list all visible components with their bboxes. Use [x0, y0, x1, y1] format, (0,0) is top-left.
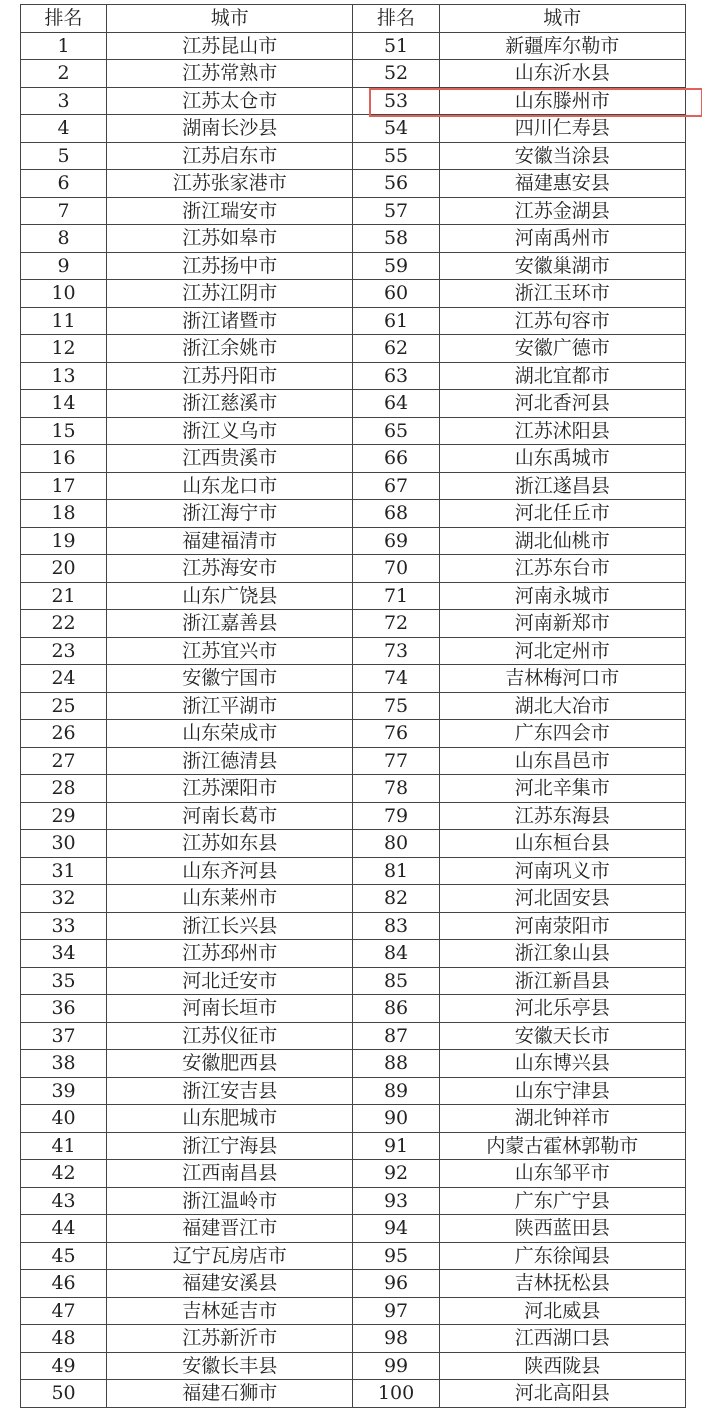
city-left-cell: 山东齐河县 [107, 857, 353, 885]
city-left-cell: 浙江温岭市 [107, 1187, 353, 1215]
city-left-cell: 浙江宁海县 [107, 1132, 353, 1160]
table-row [21, 280, 686, 308]
city-right-cell: 浙江玉环市 [439, 280, 685, 308]
table-row [21, 610, 686, 638]
rank-right-cell: 71 [353, 582, 439, 610]
rank-right-cell: 78 [353, 775, 439, 803]
city-left-cell: 河南长垣市 [107, 995, 353, 1023]
rank-left-cell: 14 [21, 390, 107, 418]
rank-left-cell: 44 [21, 1215, 107, 1243]
table-row [21, 692, 686, 720]
city-left-cell: 福建福清市 [107, 527, 353, 555]
table-row [21, 857, 686, 885]
city-left-cell: 江苏太仓市 [107, 87, 353, 115]
city-left-cell: 山东肥城市 [107, 1105, 353, 1133]
city-right-cell: 河南禹州市 [439, 225, 685, 253]
city-left-cell: 江苏如东县 [107, 830, 353, 858]
city-right-cell: 山东禹城市 [439, 445, 685, 473]
city-right-cell: 河南荥阳市 [439, 912, 685, 940]
rank-left-cell: 1 [21, 32, 107, 60]
table-row [21, 87, 686, 115]
city-right-cell: 江苏沭阳县 [439, 417, 685, 445]
rank-right-cell: 68 [353, 500, 439, 528]
city-left-cell: 江苏丹阳市 [107, 362, 353, 390]
rank-left-cell: 34 [21, 940, 107, 968]
table-row [21, 940, 686, 968]
rank-left-cell: 27 [21, 747, 107, 775]
city-left-cell: 山东广饶县 [107, 582, 353, 610]
rank-right-cell: 88 [353, 1050, 439, 1078]
city-right-cell: 河北辛集市 [439, 775, 685, 803]
city-left-cell: 江苏江阴市 [107, 280, 353, 308]
rank-right-cell: 79 [353, 802, 439, 830]
rank-right-cell: 69 [353, 527, 439, 555]
rank-right-cell: 75 [353, 692, 439, 720]
rank-right-cell: 61 [353, 307, 439, 335]
table-row [21, 335, 686, 363]
city-left-cell: 山东莱州市 [107, 885, 353, 913]
rank-left-cell: 40 [21, 1105, 107, 1133]
rank-right-cell: 51 [353, 32, 439, 60]
rank-right-cell: 91 [353, 1132, 439, 1160]
rank-right-cell: 62 [353, 335, 439, 363]
city-left-cell: 河南长葛市 [107, 802, 353, 830]
header-row [21, 5, 686, 33]
city-right-cell: 江苏句容市 [439, 307, 685, 335]
rank-right-cell: 52 [353, 60, 439, 88]
city-left-cell: 浙江嘉善县 [107, 610, 353, 638]
rank-right-cell: 94 [353, 1215, 439, 1243]
city-right-cell: 浙江新昌县 [439, 967, 685, 995]
city-right-cell: 江苏金湖县 [439, 197, 685, 225]
city-left-cell: 辽宁瓦房店市 [107, 1242, 353, 1270]
table-row [21, 1270, 686, 1298]
table-row [21, 390, 686, 418]
rank-left-cell: 35 [21, 967, 107, 995]
city-left-cell: 浙江瑞安市 [107, 197, 353, 225]
rank-right-cell: 87 [353, 1022, 439, 1050]
rank-right-cell: 53 [353, 87, 439, 115]
city-right-cell: 山东博兴县 [439, 1050, 685, 1078]
rank-left-cell: 19 [21, 527, 107, 555]
rank-left-cell: 39 [21, 1077, 107, 1105]
city-right-cell: 湖北钟祥市 [439, 1105, 685, 1133]
rank-right-cell: 67 [353, 472, 439, 500]
city-right-cell: 湖北大冶市 [439, 692, 685, 720]
city-right-cell: 福建惠安县 [439, 170, 685, 198]
rank-right-cell: 98 [353, 1325, 439, 1353]
rank-right-cell: 66 [353, 445, 439, 473]
city-right-cell: 安徽巢湖市 [439, 252, 685, 280]
table-row [21, 307, 686, 335]
city-left-cell: 江苏新沂市 [107, 1325, 353, 1353]
table-row [21, 720, 686, 748]
city-right-cell: 广东徐闻县 [439, 1242, 685, 1270]
city-right-cell: 山东桓台县 [439, 830, 685, 858]
table-row [21, 115, 686, 143]
city-right-cell: 新疆库尔勒市 [439, 32, 685, 60]
rank-left-cell: 29 [21, 802, 107, 830]
ranking-table [20, 4, 686, 1408]
city-right-cell: 河北威县 [439, 1297, 685, 1325]
city-right-cell: 江西湖口县 [439, 1325, 685, 1353]
table-row [21, 32, 686, 60]
city-left-cell: 浙江义乌市 [107, 417, 353, 445]
rank-left-cell: 47 [21, 1297, 107, 1325]
city-right-cell: 河北固安县 [439, 885, 685, 913]
rank-right-cell: 70 [353, 555, 439, 583]
city-right-cell: 四川仁寿县 [439, 115, 685, 143]
table-row [21, 665, 686, 693]
table-row [21, 555, 686, 583]
rank-right-cell: 57 [353, 197, 439, 225]
table-row [21, 1105, 686, 1133]
city-left-cell: 江苏溧阳市 [107, 775, 353, 803]
table-row [21, 967, 686, 995]
table-row [21, 1077, 686, 1105]
city-left-cell: 江苏邳州市 [107, 940, 353, 968]
rank-left-cell: 33 [21, 912, 107, 940]
rank-left-cell: 18 [21, 500, 107, 528]
city-right-cell: 山东昌邑市 [439, 747, 685, 775]
rank-left-cell: 16 [21, 445, 107, 473]
header-rank-left: 排名 [21, 5, 107, 33]
table-row [21, 747, 686, 775]
city-right-cell: 江苏东台市 [439, 555, 685, 583]
table-row [21, 472, 686, 500]
rank-left-cell: 26 [21, 720, 107, 748]
city-left-cell: 福建晋江市 [107, 1215, 353, 1243]
city-left-cell: 安徽宁国市 [107, 665, 353, 693]
rank-right-cell: 99 [353, 1352, 439, 1380]
table-row [21, 1242, 686, 1270]
city-left-cell: 江苏扬中市 [107, 252, 353, 280]
table-row [21, 1022, 686, 1050]
table-row [21, 197, 686, 225]
rank-left-cell: 15 [21, 417, 107, 445]
city-right-cell: 陕西蓝田县 [439, 1215, 685, 1243]
city-right-cell: 河南新郑市 [439, 610, 685, 638]
header-city-right: 城市 [439, 5, 685, 33]
rank-left-cell: 37 [21, 1022, 107, 1050]
rank-left-cell: 12 [21, 335, 107, 363]
rank-right-cell: 82 [353, 885, 439, 913]
table-row [21, 637, 686, 665]
table-row [21, 60, 686, 88]
city-right-cell: 安徽广德市 [439, 335, 685, 363]
table-row [21, 252, 686, 280]
city-left-cell: 山东荣成市 [107, 720, 353, 748]
city-left-cell: 江苏如皋市 [107, 225, 353, 253]
city-left-cell: 江苏张家港市 [107, 170, 353, 198]
table-row [21, 142, 686, 170]
rank-right-cell: 93 [353, 1187, 439, 1215]
table-row [21, 802, 686, 830]
city-left-cell: 江苏常熟市 [107, 60, 353, 88]
rank-right-cell: 55 [353, 142, 439, 170]
rank-left-cell: 49 [21, 1352, 107, 1380]
table-row [21, 1050, 686, 1078]
table-row [21, 445, 686, 473]
rank-left-cell: 11 [21, 307, 107, 335]
rank-right-cell: 81 [353, 857, 439, 885]
city-left-cell: 浙江平湖市 [107, 692, 353, 720]
rank-right-cell: 56 [353, 170, 439, 198]
rank-left-cell: 4 [21, 115, 107, 143]
rank-right-cell: 76 [353, 720, 439, 748]
rank-left-cell: 42 [21, 1160, 107, 1188]
table-row [21, 1297, 686, 1325]
city-right-cell: 内蒙古霍林郭勒市 [439, 1132, 685, 1160]
city-left-cell: 江苏宜兴市 [107, 637, 353, 665]
table-row [21, 1380, 686, 1408]
rank-right-cell: 58 [353, 225, 439, 253]
rank-left-cell: 32 [21, 885, 107, 913]
city-left-cell: 安徽长丰县 [107, 1352, 353, 1380]
rank-right-cell: 96 [353, 1270, 439, 1298]
rank-right-cell: 90 [353, 1105, 439, 1133]
table-row [21, 417, 686, 445]
table-row [21, 500, 686, 528]
city-right-cell: 山东滕州市 [439, 87, 685, 115]
table-row [21, 170, 686, 198]
city-right-cell: 广东四会市 [439, 720, 685, 748]
table-row [21, 830, 686, 858]
table-row [21, 1215, 686, 1243]
city-right-cell: 吉林抚松县 [439, 1270, 685, 1298]
header-rank-right: 排名 [353, 5, 439, 33]
city-right-cell: 河南永城市 [439, 582, 685, 610]
city-right-cell: 浙江象山县 [439, 940, 685, 968]
rank-left-cell: 25 [21, 692, 107, 720]
rank-right-cell: 83 [353, 912, 439, 940]
rank-left-cell: 24 [21, 665, 107, 693]
rank-left-cell: 30 [21, 830, 107, 858]
rank-right-cell: 97 [353, 1297, 439, 1325]
city-left-cell: 江西南昌县 [107, 1160, 353, 1188]
rank-left-cell: 28 [21, 775, 107, 803]
rank-left-cell: 13 [21, 362, 107, 390]
table-row [21, 912, 686, 940]
rank-left-cell: 6 [21, 170, 107, 198]
table-row [21, 995, 686, 1023]
rank-right-cell: 54 [353, 115, 439, 143]
city-right-cell: 湖北仙桃市 [439, 527, 685, 555]
header-city-left: 城市 [107, 5, 353, 33]
rank-left-cell: 5 [21, 142, 107, 170]
rank-left-cell: 23 [21, 637, 107, 665]
city-right-cell: 吉林梅河口市 [439, 665, 685, 693]
city-left-cell: 浙江长兴县 [107, 912, 353, 940]
table-row [21, 775, 686, 803]
rank-left-cell: 46 [21, 1270, 107, 1298]
table-body [21, 32, 686, 1407]
city-left-cell: 江苏海安市 [107, 555, 353, 583]
rank-right-cell: 73 [353, 637, 439, 665]
rank-right-cell: 60 [353, 280, 439, 308]
city-left-cell: 福建石狮市 [107, 1380, 353, 1408]
city-left-cell: 浙江德清县 [107, 747, 353, 775]
rank-right-cell: 95 [353, 1242, 439, 1270]
rank-left-cell: 17 [21, 472, 107, 500]
city-right-cell: 河北香河县 [439, 390, 685, 418]
city-right-cell: 陕西陇县 [439, 1352, 685, 1380]
rank-right-cell: 77 [353, 747, 439, 775]
rank-left-cell: 2 [21, 60, 107, 88]
rank-left-cell: 36 [21, 995, 107, 1023]
city-left-cell: 安徽肥西县 [107, 1050, 353, 1078]
city-right-cell: 河南巩义市 [439, 857, 685, 885]
city-right-cell: 河北定州市 [439, 637, 685, 665]
rank-right-cell: 89 [353, 1077, 439, 1105]
city-right-cell: 河北高阳县 [439, 1380, 685, 1408]
city-left-cell: 湖南长沙县 [107, 115, 353, 143]
city-left-cell: 河北迁安市 [107, 967, 353, 995]
city-right-cell: 安徽天长市 [439, 1022, 685, 1050]
city-left-cell: 浙江慈溪市 [107, 390, 353, 418]
rank-left-cell: 22 [21, 610, 107, 638]
city-left-cell: 吉林延吉市 [107, 1297, 353, 1325]
rank-left-cell: 9 [21, 252, 107, 280]
city-right-cell: 山东邹平市 [439, 1160, 685, 1188]
rank-right-cell: 92 [353, 1160, 439, 1188]
table-row [21, 885, 686, 913]
city-left-cell: 江西贵溪市 [107, 445, 353, 473]
city-right-cell: 湖北宜都市 [439, 362, 685, 390]
rank-left-cell: 10 [21, 280, 107, 308]
table-row [21, 1132, 686, 1160]
rank-left-cell: 41 [21, 1132, 107, 1160]
rank-right-cell: 72 [353, 610, 439, 638]
rank-right-cell: 100 [353, 1380, 439, 1408]
rank-left-cell: 7 [21, 197, 107, 225]
table-row [21, 582, 686, 610]
ranking-table-container [20, 4, 686, 1408]
city-left-cell: 江苏启东市 [107, 142, 353, 170]
table-row [21, 1352, 686, 1380]
city-left-cell: 福建安溪县 [107, 1270, 353, 1298]
rank-left-cell: 8 [21, 225, 107, 253]
rank-right-cell: 85 [353, 967, 439, 995]
city-right-cell: 山东宁津县 [439, 1077, 685, 1105]
rank-left-cell: 21 [21, 582, 107, 610]
rank-right-cell: 63 [353, 362, 439, 390]
city-left-cell: 浙江海宁市 [107, 500, 353, 528]
rank-left-cell: 43 [21, 1187, 107, 1215]
table-row [21, 362, 686, 390]
rank-right-cell: 64 [353, 390, 439, 418]
table-row [21, 1160, 686, 1188]
city-left-cell: 浙江诸暨市 [107, 307, 353, 335]
rank-left-cell: 45 [21, 1242, 107, 1270]
rank-right-cell: 86 [353, 995, 439, 1023]
city-right-cell: 河北任丘市 [439, 500, 685, 528]
city-right-cell: 河北乐亭县 [439, 995, 685, 1023]
city-left-cell: 山东龙口市 [107, 472, 353, 500]
rank-left-cell: 50 [21, 1380, 107, 1408]
city-right-cell: 山东沂水县 [439, 60, 685, 88]
table-row [21, 1187, 686, 1215]
rank-left-cell: 38 [21, 1050, 107, 1078]
city-right-cell: 浙江遂昌县 [439, 472, 685, 500]
city-right-cell: 广东广宁县 [439, 1187, 685, 1215]
rank-right-cell: 80 [353, 830, 439, 858]
city-left-cell: 江苏昆山市 [107, 32, 353, 60]
rank-right-cell: 84 [353, 940, 439, 968]
table-row [21, 1325, 686, 1353]
table-row [21, 527, 686, 555]
rank-right-cell: 59 [353, 252, 439, 280]
city-right-cell: 江苏东海县 [439, 802, 685, 830]
city-right-cell: 安徽当涂县 [439, 142, 685, 170]
city-left-cell: 浙江余姚市 [107, 335, 353, 363]
table-row [21, 225, 686, 253]
rank-left-cell: 31 [21, 857, 107, 885]
rank-right-cell: 65 [353, 417, 439, 445]
rank-left-cell: 3 [21, 87, 107, 115]
rank-right-cell: 74 [353, 665, 439, 693]
rank-left-cell: 48 [21, 1325, 107, 1353]
city-left-cell: 江苏仪征市 [107, 1022, 353, 1050]
rank-left-cell: 20 [21, 555, 107, 583]
city-left-cell: 浙江安吉县 [107, 1077, 353, 1105]
